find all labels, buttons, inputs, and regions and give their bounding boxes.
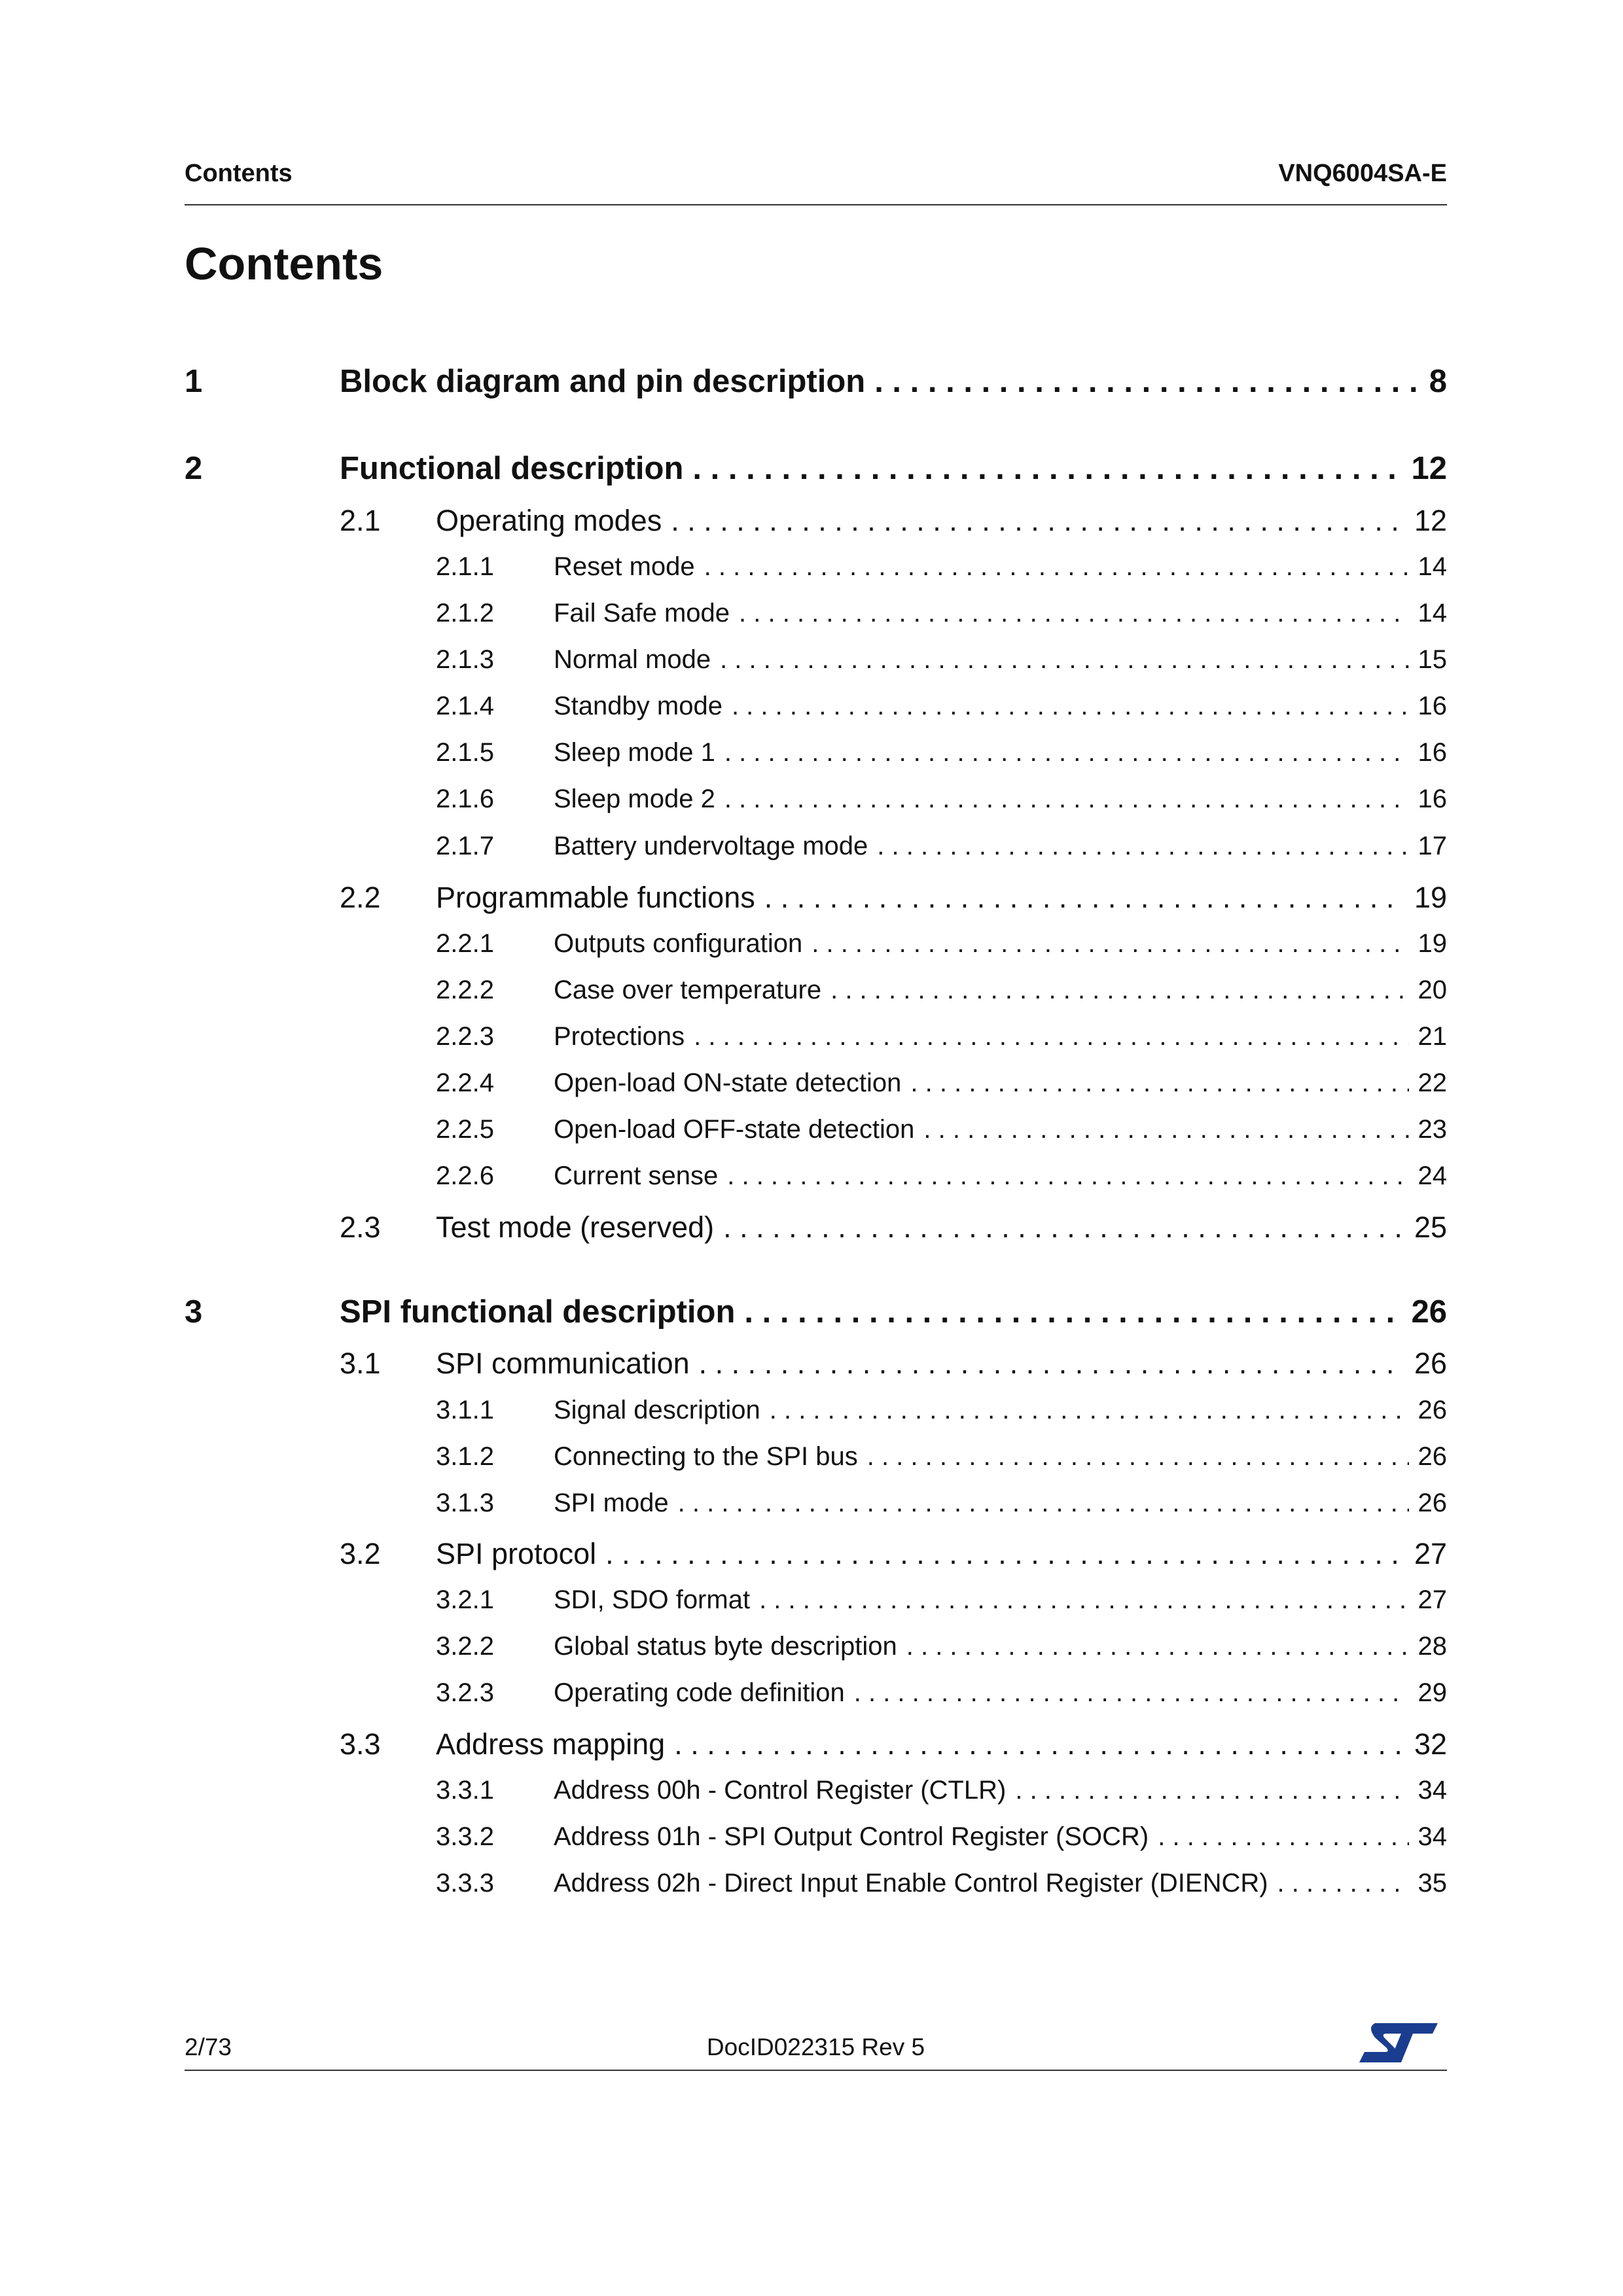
page-indicator: 2/73 [185, 2034, 232, 2060]
dot-leader [732, 692, 1409, 721]
dot-leader [759, 1585, 1408, 1615]
dot-leader [674, 1727, 1405, 1761]
toc-entry-page: 22 [1418, 1069, 1447, 1097]
page-title: Contents [185, 238, 383, 289]
toc-entry-number: 2.2.5 [436, 1115, 494, 1144]
toc-entry-page: 34 [1418, 1776, 1447, 1805]
toc-entry-label: SPI functional description [340, 1294, 736, 1330]
toc-entry[interactable] [185, 1776, 1447, 1805]
toc-entry-page: 16 [1418, 738, 1447, 767]
toc-entry-number: 1 [185, 364, 203, 399]
toc-entry-number: 3.1.2 [436, 1442, 494, 1471]
toc-entry-number: 2.2.3 [436, 1022, 494, 1051]
toc-entry[interactable] [185, 1869, 1447, 1898]
toc-entry[interactable] [185, 363, 1447, 400]
st-logo-icon [1355, 2019, 1440, 2066]
toc-entry-label: Test mode (reserved) [436, 1210, 715, 1244]
toc-entry-number: 2.3 [340, 1210, 381, 1244]
toc-entry-page: 25 [1414, 1210, 1447, 1244]
page-header [185, 160, 1447, 205]
toc-entry-page: 26 [1418, 1489, 1447, 1517]
toc-entry-number: 3.1.3 [436, 1489, 494, 1517]
toc-entry-label: Address 02h - Direct Input Enable Control Register (DIENCR) [554, 1869, 1268, 1898]
toc-entry-number: 2.2.6 [436, 1161, 494, 1190]
dot-leader [867, 1442, 1409, 1472]
toc-entry[interactable] [185, 504, 1447, 538]
toc-entry[interactable] [185, 976, 1447, 1005]
toc-entry-page: 16 [1418, 692, 1447, 720]
dot-leader [764, 881, 1405, 915]
toc-entry-label: SPI protocol [436, 1537, 597, 1570]
header-product-name: VNQ6004SA-E [1278, 160, 1447, 187]
dot-leader [727, 1161, 1408, 1191]
toc-entry[interactable] [185, 692, 1447, 721]
dot-leader [724, 785, 1409, 814]
toc-entry-label: Open-load OFF-state detection [554, 1115, 915, 1144]
toc-entry-page: 12 [1414, 504, 1447, 537]
toc-entry-number: 2.1.6 [436, 785, 494, 813]
dot-leader [605, 1537, 1405, 1571]
toc-entry-page: 24 [1418, 1161, 1447, 1190]
toc-entry-page: 19 [1414, 881, 1447, 914]
toc-entry-number: 2.1.7 [436, 832, 494, 860]
dot-leader [877, 832, 1408, 861]
toc-entry[interactable] [185, 1115, 1447, 1144]
toc-entry[interactable] [185, 1347, 1447, 1381]
toc-entry-label: Fail Safe mode [554, 599, 730, 627]
toc-entry-number: 3.2.3 [436, 1678, 494, 1707]
toc-entry[interactable] [185, 552, 1447, 582]
toc-entry-number: 2.2 [340, 881, 381, 914]
toc-entry-number: 3.3.2 [436, 1822, 494, 1851]
toc-entry[interactable] [185, 929, 1447, 959]
toc-entry-page: 26 [1418, 1396, 1447, 1424]
toc-entry-number: 3.3.1 [436, 1776, 494, 1805]
toc-entry-number: 3.2 [340, 1537, 381, 1570]
toc-entry-label: Sleep mode 2 [554, 785, 715, 813]
toc-entry-number: 3.2.1 [436, 1585, 494, 1614]
toc-entry-page: 8 [1429, 364, 1447, 399]
dot-leader [854, 1678, 1409, 1708]
toc-entry-label: Address 00h - Control Register (CTLR) [554, 1776, 1007, 1805]
toc-entry-label: Global status byte description [554, 1632, 897, 1661]
toc-entry-label: Open-load ON-state detection [554, 1069, 902, 1097]
dot-leader [678, 1489, 1409, 1518]
toc-entry-number: 3.1 [340, 1347, 381, 1380]
toc-entry-number: 2 [185, 451, 203, 486]
toc-entry[interactable] [185, 832, 1447, 861]
dot-leader [692, 450, 1402, 487]
toc-entry-label: Battery undervoltage mode [554, 832, 868, 860]
toc-entry-number: 2.2.4 [436, 1069, 494, 1097]
toc-entry-number: 3.1.1 [436, 1396, 494, 1424]
toc-entry-label: Functional description [340, 451, 684, 486]
toc-entry[interactable] [185, 599, 1447, 628]
toc-entry-label: Standby mode [554, 692, 722, 720]
dot-leader [1158, 1822, 1408, 1852]
toc-entry-page: 35 [1418, 1869, 1447, 1898]
dot-leader [874, 363, 1420, 400]
toc-entry[interactable] [185, 1210, 1447, 1245]
toc-entry[interactable] [185, 1678, 1447, 1708]
toc-entry-page: 34 [1418, 1822, 1447, 1851]
toc-entry[interactable] [185, 1489, 1447, 1518]
toc-entry-number: 2.1.2 [436, 599, 494, 627]
doc-id: DocID022315 Rev 5 [706, 2034, 925, 2060]
toc-entry-number: 2.1.5 [436, 738, 494, 767]
toc-entry-label: Normal mode [554, 645, 711, 674]
dot-leader [720, 645, 1408, 675]
toc-entry[interactable] [185, 1442, 1447, 1472]
toc-entry-label: Address mapping [436, 1727, 666, 1761]
dot-leader [830, 976, 1408, 1005]
toc-entry[interactable] [185, 785, 1447, 814]
toc-entry-label: Programmable functions [436, 881, 755, 914]
toc-entry-page: 27 [1418, 1585, 1447, 1614]
toc-entry[interactable] [185, 450, 1447, 487]
toc-entry[interactable] [185, 1161, 1447, 1191]
toc-entry-label: Operating modes [436, 504, 662, 537]
toc-entry-number: 3 [185, 1294, 203, 1330]
toc-entry[interactable] [185, 738, 1447, 768]
header-section-label: Contents [185, 160, 293, 187]
toc-entry-page: 12 [1411, 451, 1447, 486]
toc-entry-label: SPI mode [554, 1489, 669, 1517]
dot-leader [671, 504, 1405, 538]
toc-entry-label: Protections [554, 1022, 685, 1051]
toc-entry[interactable] [185, 1294, 1447, 1330]
toc-entry-page: 26 [1414, 1347, 1447, 1380]
toc-entry-label: Reset mode [554, 552, 695, 581]
dot-leader [770, 1396, 1409, 1425]
dot-leader [724, 738, 1409, 768]
toc-entry[interactable] [185, 1069, 1447, 1098]
toc-entry[interactable] [185, 645, 1447, 675]
dot-leader [744, 1294, 1402, 1330]
toc-entry[interactable] [185, 1396, 1447, 1425]
toc-entry[interactable] [185, 1632, 1447, 1661]
toc-entry-label: SDI, SDO format [554, 1585, 751, 1614]
toc-entry-page: 32 [1414, 1727, 1447, 1761]
toc-entry-page: 16 [1418, 785, 1447, 813]
toc-entry-number: 2.1.1 [436, 552, 494, 581]
dot-leader [723, 1210, 1405, 1245]
toc-entry-page: 21 [1418, 1022, 1447, 1051]
dot-leader [704, 552, 1409, 582]
dot-leader [1277, 1869, 1409, 1898]
toc-entry-label: Address 01h - SPI Output Control Register (SOCR) [554, 1822, 1149, 1851]
dot-leader [906, 1632, 1409, 1661]
toc-entry-page: 17 [1418, 832, 1447, 860]
dot-leader [699, 1347, 1405, 1381]
dot-leader [910, 1069, 1408, 1098]
dot-leader [1015, 1776, 1408, 1805]
toc-entry-page: 26 [1418, 1442, 1447, 1471]
toc-entry-label: Operating code definition [554, 1678, 845, 1707]
toc-entry-label: Block diagram and pin description [340, 364, 866, 399]
toc-entry-number: 2.2.1 [436, 929, 494, 958]
toc-entry-page: 29 [1418, 1678, 1447, 1707]
toc-entry-label: Current sense [554, 1161, 719, 1190]
dot-leader [812, 929, 1408, 959]
toc-entry-page: 15 [1418, 645, 1447, 674]
toc-entry[interactable] [185, 881, 1447, 915]
toc-entry[interactable] [185, 1727, 1447, 1761]
toc-entry[interactable] [185, 1537, 1447, 1571]
dot-leader [694, 1022, 1408, 1051]
toc-entry-label: Sleep mode 1 [554, 738, 715, 767]
toc-entry-page: 27 [1414, 1537, 1447, 1570]
toc-entry[interactable] [185, 1822, 1447, 1852]
toc-entry[interactable] [185, 1585, 1447, 1615]
toc-entry-number: 2.1 [340, 504, 381, 537]
toc-entry-page: 19 [1418, 929, 1447, 958]
toc-entry-label: Connecting to the SPI bus [554, 1442, 858, 1471]
toc-entry-page: 14 [1418, 599, 1447, 627]
page-footer [185, 2034, 1447, 2071]
toc-entry[interactable] [185, 1022, 1447, 1051]
toc-entry-label: SPI communication [436, 1347, 690, 1380]
dot-leader [739, 599, 1408, 628]
toc-entry-number: 2.1.3 [436, 645, 494, 674]
toc-entry-page: 20 [1418, 976, 1447, 1004]
dot-leader [923, 1115, 1408, 1144]
toc-entry-page: 28 [1418, 1632, 1447, 1661]
toc-entry-number: 3.3 [340, 1727, 381, 1761]
toc-entry-number: 2.1.4 [436, 692, 494, 720]
toc-entry-label: Outputs configuration [554, 929, 803, 958]
toc-entry-number: 3.2.2 [436, 1632, 494, 1661]
toc-entry-number: 3.3.3 [436, 1869, 494, 1898]
toc-entry-page: 23 [1418, 1115, 1447, 1144]
toc-entry-label: Signal description [554, 1396, 760, 1424]
toc-entry-page: 14 [1418, 552, 1447, 581]
toc-entry-page: 26 [1411, 1294, 1447, 1330]
toc-entry-number: 2.2.2 [436, 976, 494, 1004]
toc-entry-label: Case over temperature [554, 976, 822, 1004]
